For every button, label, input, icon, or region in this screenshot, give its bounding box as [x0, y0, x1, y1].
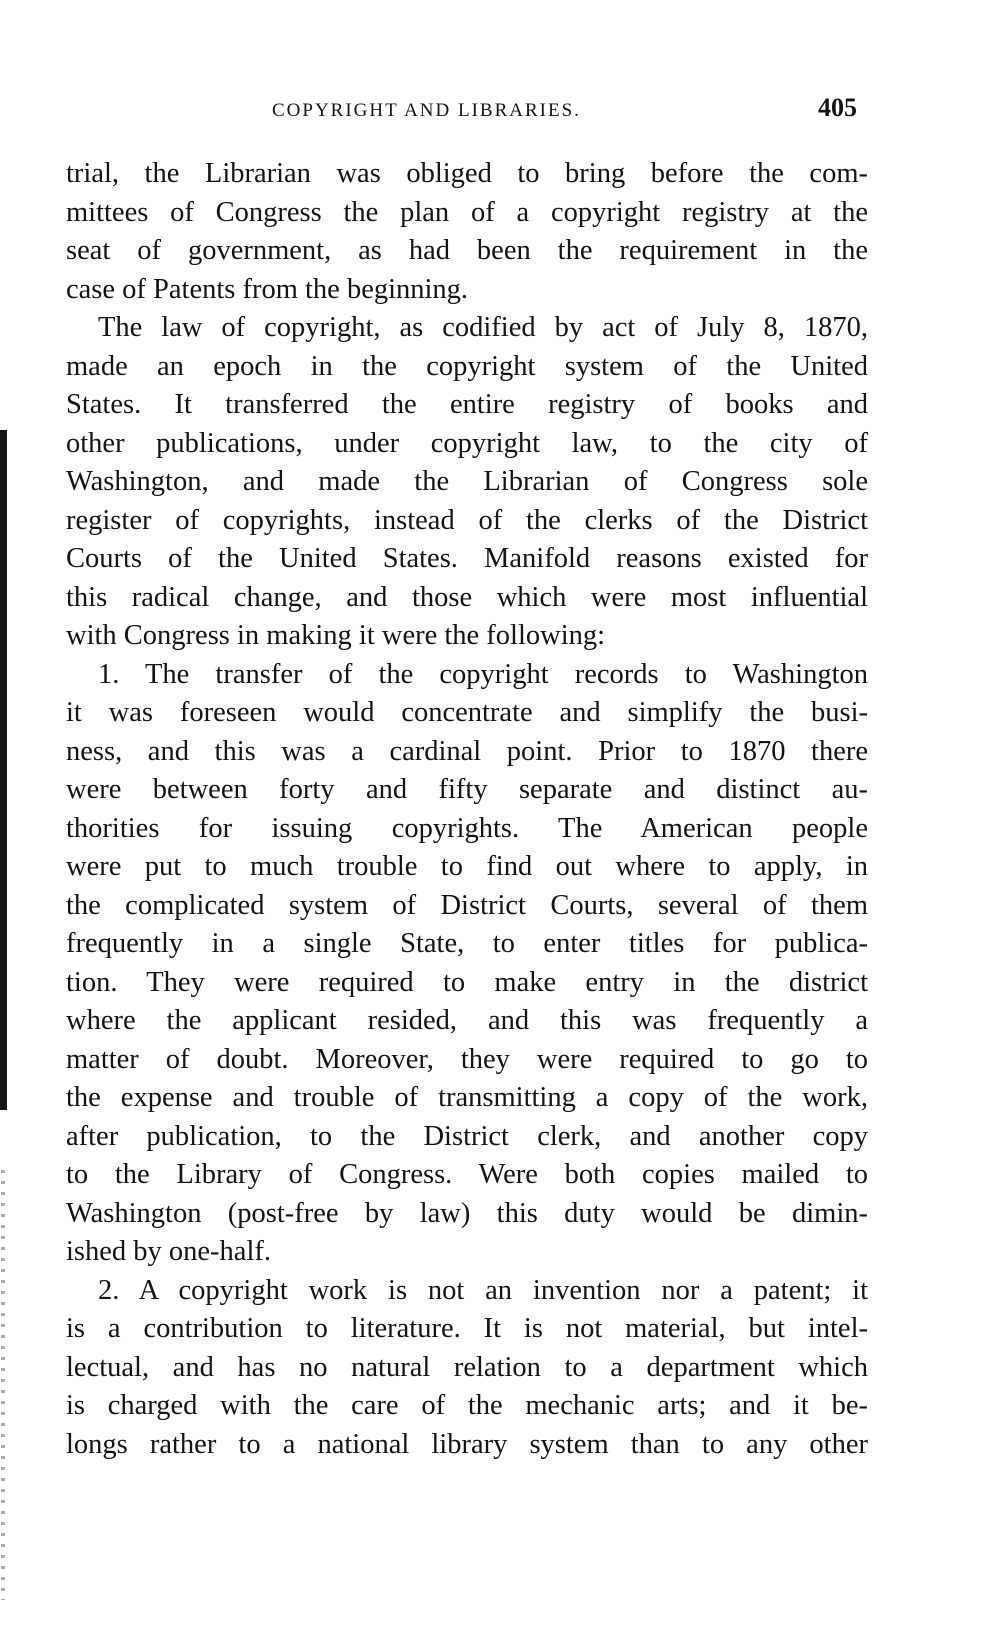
running-head: COPYRIGHT AND LIBRARIES.: [272, 100, 581, 121]
text-line: trial, the Librarian was obliged to bring before the com-: [66, 158, 868, 189]
text-line: where the applicant resided, and this was frequently a: [66, 1005, 868, 1036]
text-line: is a contribution to literature. It is not material, but intel-: [66, 1313, 868, 1344]
text-line: is charged with the care of the mechanic arts; and it be-: [66, 1390, 868, 1421]
text-line: longs rather to a national library system than to any other: [66, 1428, 868, 1460]
text-line: ness, and this was a cardinal point. Prior to 1870 there: [66, 735, 868, 767]
text-line: seat of government, as had been the requirement in the: [66, 235, 868, 266]
text-line: this radical change, and those which were most influential: [66, 581, 868, 613]
text-line: The law of copyright, as codified by act of July 8, 1870,: [98, 312, 868, 343]
text-line: were between forty and fifty separate and distinct au-: [66, 774, 868, 805]
text-line: tion. They were required to make entry in the district: [66, 966, 868, 998]
text-line: matter of doubt. Moreover, they were required to go to: [66, 1043, 868, 1075]
text-line: 2. A copyright work is not an invention nor a patent; it: [98, 1274, 868, 1306]
text-line: with Congress in making it were the following:: [66, 620, 606, 651]
text-line: other publications, under copyright law, to the city of: [66, 427, 868, 459]
text-line: lectual, and has no natural relation to a department which: [66, 1351, 868, 1383]
text-line: States. It transferred the entire registry of books and: [66, 389, 868, 420]
text-line: thorities for issuing copyrights. The American people: [66, 812, 868, 844]
text-line: 1. The transfer of the copyright records to Washington: [98, 658, 868, 690]
text-line: Courts of the United States. Manifold reasons existed for: [66, 543, 868, 574]
text-line: to the Library of Congress. Were both copies mailed to: [66, 1159, 868, 1190]
page-number: 405: [818, 93, 857, 122]
binding-shadow: [0, 430, 7, 1110]
text-line: made an epoch in the copyright system of the United: [66, 350, 868, 382]
text-line: the complicated system of District Courts, several of them: [66, 889, 868, 921]
text-line: frequently in a single State, to enter titles for publica-: [66, 928, 868, 959]
text-line: after publication, to the District clerk, and another copy: [66, 1120, 868, 1152]
text-line: the expense and trouble of transmitting a copy of the work,: [66, 1082, 868, 1113]
text-line: case of Patents from the beginning.: [66, 273, 469, 305]
text-line: it was foreseen would concentrate and simplify the busi-: [66, 697, 868, 728]
text-line: were put to much trouble to find out where to apply, in: [66, 851, 868, 882]
body-text: [66, 155, 868, 1464]
text-line: register of copyrights, instead of the clerks of the District: [66, 504, 868, 536]
binding-speckle: [1, 1170, 5, 1600]
text-line: ished by one-half.: [66, 1236, 271, 1267]
text-line: mittees of Congress the plan of a copyright registry at the: [66, 196, 868, 228]
text-line: Washington, and made the Librarian of Congress sole: [66, 466, 868, 497]
text-line: Washington (post-free by law) this duty would be dimin-: [66, 1197, 868, 1229]
